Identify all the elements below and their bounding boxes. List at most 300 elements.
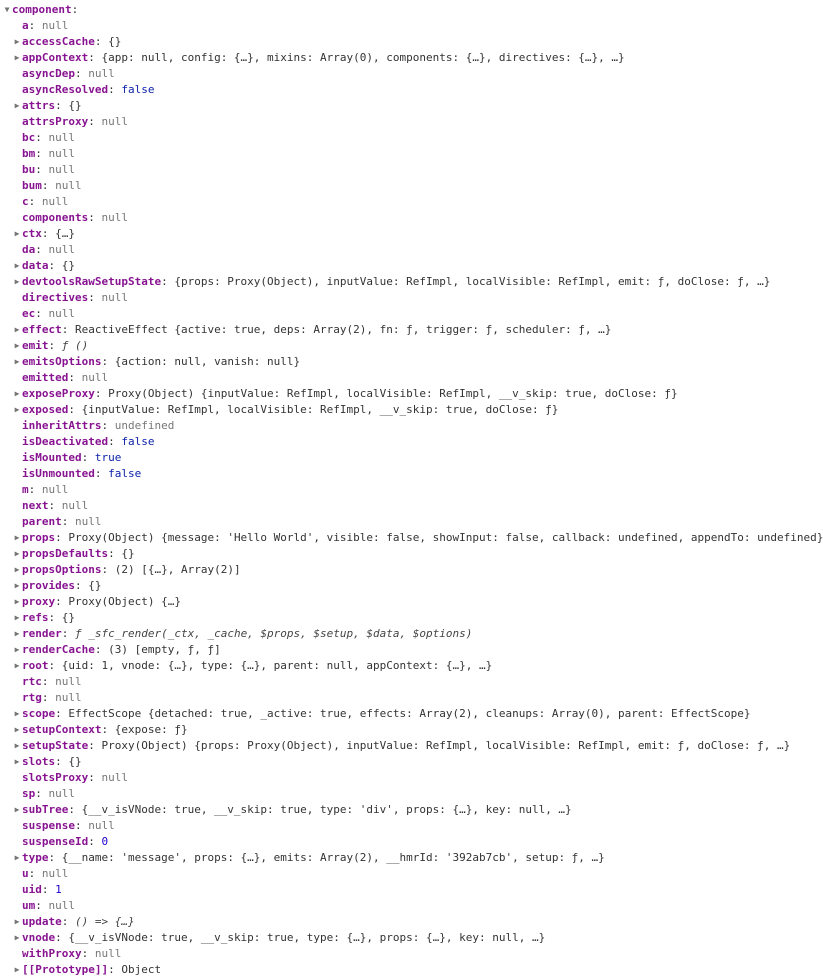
property-row[interactable]: [0, 642, 823, 658]
colon-separator: :: [55, 707, 62, 720]
colon-separator: :: [28, 483, 36, 496]
property-row[interactable]: [0, 418, 823, 434]
property-row[interactable]: [0, 226, 823, 242]
chevron-right-icon[interactable]: [12, 642, 22, 658]
property-row[interactable]: [0, 898, 823, 914]
space: [95, 210, 102, 226]
property-value[interactable]: ƒ (): [61, 339, 89, 352]
chevron-right-icon[interactable]: [12, 274, 22, 290]
property-value[interactable]: null: [55, 691, 82, 704]
chevron-right-icon[interactable]: [12, 738, 22, 754]
colon-separator: :: [55, 931, 62, 944]
property-key: isUnmounted: [22, 467, 95, 480]
chevron-right-icon[interactable]: [12, 722, 22, 738]
chevron-right-icon[interactable]: [12, 850, 22, 866]
space: [35, 482, 42, 498]
property-value[interactable]: Object: [121, 963, 162, 976]
property-value[interactable]: null: [55, 675, 82, 688]
property-value[interactable]: null: [88, 819, 115, 832]
property-row[interactable]: [0, 498, 823, 514]
property-key: setupContext: [22, 723, 102, 736]
property-key: um: [22, 899, 36, 912]
property-row[interactable]: [0, 450, 823, 466]
colon-separator: :: [71, 3, 79, 16]
property-row[interactable]: [0, 146, 823, 162]
property-value[interactable]: null: [101, 291, 128, 304]
property-value[interactable]: {uid: 1, vnode: {…}, type: {…}, parent: null, appContext: {…}, …}: [61, 659, 493, 672]
colon-separator: :: [55, 755, 62, 768]
property-row[interactable]: [0, 402, 823, 418]
space: [68, 514, 75, 530]
space: [42, 162, 49, 178]
property-key: bu: [22, 163, 36, 176]
property-key: components: [22, 211, 89, 224]
property-key: bm: [22, 147, 36, 160]
property-row[interactable]: [0, 466, 823, 482]
space: [55, 610, 62, 626]
colon-separator: :: [74, 819, 82, 832]
property-value[interactable]: null: [94, 947, 122, 960]
property-row[interactable]: [0, 754, 823, 770]
property-value[interactable]: {…}: [55, 227, 75, 240]
space: [82, 578, 89, 594]
colon-separator: :: [94, 643, 102, 656]
property-key: emit: [22, 339, 49, 352]
property-key: slots: [22, 755, 56, 768]
colon-separator: :: [61, 515, 69, 528]
property-row[interactable]: [0, 482, 823, 498]
property-value[interactable]: null: [48, 163, 75, 176]
property-row[interactable]: [0, 850, 823, 866]
property-key: appContext: [22, 51, 89, 64]
space: [88, 946, 95, 962]
property-row[interactable]: [0, 674, 823, 690]
property-row[interactable]: [0, 306, 823, 322]
space: [168, 274, 175, 290]
space: [75, 402, 82, 418]
property-value[interactable]: null: [48, 787, 75, 800]
space: [108, 354, 115, 370]
property-value[interactable]: null: [88, 67, 115, 80]
property-value[interactable]: null: [75, 515, 102, 528]
property-row[interactable]: [0, 162, 823, 178]
colon-separator: :: [94, 35, 102, 48]
property-row[interactable]: [0, 34, 823, 50]
property-value[interactable]: ƒ _sfc_render(_ctx, _cache, $props, $setup, $data, $options): [75, 627, 473, 640]
chevron-right-icon[interactable]: [12, 914, 22, 930]
colon-separator: :: [88, 291, 95, 304]
property-row[interactable]: [0, 578, 823, 594]
property-value[interactable]: {}: [68, 755, 82, 768]
chevron-right-icon[interactable]: [12, 610, 22, 626]
property-value[interactable]: false: [121, 83, 155, 96]
property-value[interactable]: () => {…}: [75, 915, 135, 928]
colon-separator: :: [88, 51, 95, 64]
property-key: renderCache: [22, 643, 95, 656]
space: [49, 882, 56, 898]
property-row[interactable]: [0, 18, 823, 34]
space: [62, 754, 69, 770]
property-row[interactable]: [0, 706, 823, 722]
chevron-right-icon[interactable]: [12, 34, 22, 50]
property-key: inheritAttrs: [22, 419, 102, 432]
colon-separator: :: [101, 563, 109, 576]
property-key: props: [22, 531, 56, 544]
property-value[interactable]: (2) [{…}, Array(2)]: [114, 563, 241, 576]
chevron-right-icon[interactable]: [12, 226, 22, 242]
property-row[interactable]: [0, 562, 823, 578]
property-value[interactable]: null: [48, 307, 75, 320]
property-key: setupState: [22, 739, 89, 752]
colon-separator: :: [48, 851, 56, 864]
property-key: suspense: [22, 819, 75, 832]
property-row[interactable]: [0, 370, 823, 386]
property-value[interactable]: false: [108, 467, 142, 480]
colon-separator: :: [35, 899, 42, 912]
colon-separator: :: [48, 259, 56, 272]
property-key: asyncDep: [22, 67, 75, 80]
property-key: effect: [22, 323, 62, 336]
property-row[interactable]: [0, 130, 823, 146]
colon-separator: :: [88, 835, 95, 848]
property-value[interactable]: null: [41, 195, 69, 208]
space: [62, 98, 69, 114]
property-key: data: [22, 259, 49, 272]
property-row[interactable]: [0, 962, 823, 978]
property-row[interactable]: [0, 882, 823, 898]
colon-separator: :: [35, 243, 42, 256]
property-key: ctx: [22, 227, 42, 240]
property-value[interactable]: null: [101, 211, 128, 224]
property-key: render: [22, 627, 62, 640]
space: [108, 722, 115, 738]
colon-separator: :: [28, 19, 36, 32]
space: [95, 50, 102, 66]
property-value[interactable]: {}: [88, 579, 102, 592]
property-row[interactable]: [0, 50, 823, 66]
property-key: isDeactivated: [22, 435, 109, 448]
space: [75, 802, 82, 818]
space: [62, 706, 69, 722]
property-value[interactable]: {action: null, vanish: null}: [114, 355, 301, 368]
property-key: subTree: [22, 803, 69, 816]
property-value[interactable]: null: [48, 243, 75, 256]
property-key: uid: [22, 883, 42, 896]
colon-separator: :: [48, 659, 56, 672]
property-row[interactable]: [0, 178, 823, 194]
colon-separator: :: [108, 83, 115, 96]
colon-separator: :: [48, 611, 56, 624]
colon-separator: :: [108, 547, 115, 560]
property-key: vnode: [22, 931, 56, 944]
property-row[interactable]: [0, 258, 823, 274]
colon-separator: :: [88, 115, 95, 128]
property-value[interactable]: Proxy(Object) {message: 'Hello World', visible: false, showInput: false, callback: undefined, appendTo: undefined}: [68, 531, 823, 544]
property-row[interactable]: [0, 818, 823, 834]
property-key: type: [22, 851, 49, 864]
property-value[interactable]: 1: [55, 883, 62, 896]
property-value[interactable]: 0: [101, 835, 109, 848]
property-row[interactable]: [0, 802, 823, 818]
space: [55, 338, 62, 354]
colon-separator: :: [61, 323, 69, 336]
property-row[interactable]: [0, 658, 823, 674]
property-value[interactable]: null: [48, 899, 75, 912]
property-value[interactable]: {}: [108, 35, 122, 48]
property-value[interactable]: EffectScope {detached: true, _active: true, effects: Array(2), cleanups: Array(0), parent: EffectScope}: [68, 707, 751, 720]
property-key: slotsProxy: [22, 771, 89, 784]
colon-separator: :: [101, 419, 109, 432]
chevron-right-icon[interactable]: [12, 930, 22, 946]
property-key: isMounted: [22, 451, 82, 464]
space: [101, 642, 108, 658]
colon-separator: :: [68, 403, 75, 416]
property-key: ec: [22, 307, 36, 320]
property-value[interactable]: {__v_isVNode: true, __v_skip: true, type: {…}, props: {…}, key: null, …}: [68, 931, 546, 944]
property-key: rtc: [22, 675, 42, 688]
colon-separator: :: [41, 227, 49, 240]
space: [35, 866, 42, 882]
space: [62, 530, 69, 546]
space: [82, 66, 89, 82]
colon-separator: :: [161, 275, 168, 288]
property-value[interactable]: (3) [empty, ƒ, ƒ]: [108, 643, 221, 656]
property-row[interactable]: [0, 514, 823, 530]
property-key: update: [22, 915, 62, 928]
property-row[interactable]: [0, 274, 823, 290]
space: [68, 914, 75, 930]
colon-separator: :: [81, 947, 89, 960]
chevron-right-icon[interactable]: [12, 658, 22, 674]
colon-separator: :: [101, 355, 109, 368]
property-key: emitsOptions: [22, 355, 102, 368]
property-row[interactable]: [0, 290, 823, 306]
property-value[interactable]: true: [94, 451, 122, 464]
property-value[interactable]: {}: [68, 99, 82, 112]
property-row[interactable]: [0, 626, 823, 642]
colon-separator: :: [55, 531, 62, 544]
space: [95, 114, 102, 130]
property-row[interactable]: [0, 114, 823, 130]
property-key: sp: [22, 787, 36, 800]
space: [115, 434, 122, 450]
property-row[interactable]: [0, 338, 823, 354]
property-value[interactable]: null: [48, 147, 75, 160]
space: [55, 258, 62, 274]
property-value[interactable]: null: [41, 19, 69, 32]
chevron-right-icon[interactable]: [12, 530, 22, 546]
property-value[interactable]: undefined: [114, 419, 175, 432]
property-key: scope: [22, 707, 56, 720]
property-row[interactable]: [0, 66, 823, 82]
property-row[interactable]: [0, 738, 823, 754]
property-rows: [0, 18, 823, 978]
space: [95, 834, 102, 850]
property-key: accessCache: [22, 35, 95, 48]
property-key: emitted: [22, 371, 69, 384]
property-row[interactable]: [0, 386, 823, 402]
colon-separator: :: [35, 787, 42, 800]
space: [95, 290, 102, 306]
property-value[interactable]: Proxy(Object) {inputValue: RefImpl, localVisible: RefImpl, __v_skip: true, doClose: ƒ}: [108, 387, 678, 400]
colon-separator: :: [94, 387, 102, 400]
colon-separator: :: [41, 691, 49, 704]
property-key: u: [22, 867, 29, 880]
property-value[interactable]: null: [41, 867, 69, 880]
chevron-right-icon[interactable]: [12, 802, 22, 818]
space: [49, 178, 56, 194]
colon-separator: :: [28, 195, 36, 208]
property-key: rtg: [22, 691, 42, 704]
property-key: da: [22, 243, 36, 256]
space: [42, 130, 49, 146]
property-row[interactable]: [0, 914, 823, 930]
property-row[interactable]: [0, 194, 823, 210]
space: [35, 18, 42, 34]
property-key: proxy: [22, 595, 56, 608]
property-key: propsDefaults: [22, 547, 109, 560]
colon-separator: :: [35, 147, 42, 160]
property-key: asyncResolved: [22, 83, 109, 96]
space: [68, 322, 75, 338]
colon-separator: :: [35, 131, 42, 144]
property-value[interactable]: ReactiveEffect {active: true, deps: Array(2), fn: ƒ, trigger: ƒ, scheduler: ƒ, …}: [75, 323, 612, 336]
property-value[interactable]: Proxy(Object) {…}: [68, 595, 181, 608]
property-key: suspenseId: [22, 835, 89, 848]
chevron-right-icon[interactable]: [12, 386, 22, 402]
chevron-right-icon[interactable]: [12, 754, 22, 770]
property-value[interactable]: null: [48, 131, 75, 144]
property-value[interactable]: null: [41, 483, 69, 496]
chevron-right-icon[interactable]: [12, 546, 22, 562]
space: [42, 898, 49, 914]
space: [55, 850, 62, 866]
space: [49, 226, 56, 242]
property-key: exposeProxy: [22, 387, 95, 400]
property-key: exposed: [22, 403, 69, 416]
property-row[interactable]: [0, 866, 823, 882]
property-value[interactable]: {}: [61, 611, 75, 624]
property-value[interactable]: null: [81, 371, 109, 384]
property-row[interactable]: [0, 930, 823, 946]
property-value[interactable]: Proxy(Object) {props: Proxy(Object), inputValue: RefImpl, localVisible: RefImpl, emit: ƒ, doClose: ƒ, …}: [101, 739, 791, 752]
chevron-right-icon[interactable]: [12, 562, 22, 578]
property-row[interactable]: [0, 786, 823, 802]
colon-separator: :: [48, 339, 56, 352]
property-value[interactable]: null: [101, 115, 128, 128]
chevron-right-icon[interactable]: [12, 338, 22, 354]
property-value[interactable]: {__v_isVNode: true, __v_skip: true, type: 'div', props: {…}, key: null, …}: [81, 803, 572, 816]
space: [42, 306, 49, 322]
property-key: refs: [22, 611, 49, 624]
colon-separator: :: [41, 179, 49, 192]
colon-separator: :: [88, 211, 95, 224]
space: [101, 386, 108, 402]
chevron-right-icon[interactable]: [12, 402, 22, 418]
colon-separator: :: [74, 67, 82, 80]
colon-separator: :: [41, 883, 49, 896]
property-value[interactable]: {props: Proxy(Object), inputValue: RefImpl, localVisible: RefImpl, emit: ƒ, doClose: ƒ, …}: [174, 275, 771, 288]
chevron-right-icon[interactable]: [12, 322, 22, 338]
property-key: withProxy: [22, 947, 82, 960]
space: [55, 498, 62, 514]
property-row[interactable]: [0, 210, 823, 226]
space: [62, 594, 69, 610]
space: [42, 786, 49, 802]
colon-separator: :: [68, 371, 75, 384]
property-row[interactable]: [0, 354, 823, 370]
space: [95, 738, 102, 754]
property-row[interactable]: [0, 322, 823, 338]
property-row[interactable]: [0, 610, 823, 626]
property-row[interactable]: [0, 242, 823, 258]
colon-separator: :: [108, 963, 115, 976]
space: [101, 466, 108, 482]
space: [62, 930, 69, 946]
space: [108, 562, 115, 578]
property-key: bum: [22, 179, 42, 192]
chevron-right-icon[interactable]: [12, 258, 22, 274]
property-row[interactable]: [0, 98, 823, 114]
property-value[interactable]: false: [121, 435, 155, 448]
space: [115, 962, 122, 978]
property-row[interactable]: [0, 770, 823, 786]
chevron-right-icon[interactable]: [12, 962, 22, 978]
property-row[interactable]: [0, 722, 823, 738]
property-row[interactable]: [0, 530, 823, 546]
property-value[interactable]: null: [101, 771, 128, 784]
property-value[interactable]: null: [55, 179, 82, 192]
colon-separator: :: [28, 867, 36, 880]
chevron-down-icon[interactable]: [2, 2, 12, 18]
chevron-right-icon[interactable]: [12, 354, 22, 370]
colon-separator: :: [88, 771, 95, 784]
property-key: c: [22, 195, 29, 208]
property-value[interactable]: {__name: 'message', props: {…}, emits: Array(2), __hmrId: '392ab7cb', setup: ƒ, …}: [61, 851, 605, 864]
space: [42, 146, 49, 162]
property-value[interactable]: {expose: ƒ}: [114, 723, 188, 736]
property-row[interactable]: [0, 434, 823, 450]
property-value[interactable]: {}: [121, 547, 135, 560]
property-row[interactable]: [0, 690, 823, 706]
property-row[interactable]: [0, 82, 823, 98]
chevron-right-icon[interactable]: [12, 98, 22, 114]
property-value[interactable]: {app: null, config: {…}, mixins: Array(0), components: {…}, directives: {…}, …}: [101, 51, 625, 64]
property-row[interactable]: [0, 594, 823, 610]
property-key: directives: [22, 291, 89, 304]
property-row[interactable]: [0, 946, 823, 962]
chevron-right-icon[interactable]: [12, 706, 22, 722]
property-value[interactable]: {}: [61, 259, 75, 272]
chevron-right-icon[interactable]: [12, 626, 22, 642]
property-row[interactable]: [0, 834, 823, 850]
root-object-row[interactable]: [0, 2, 823, 18]
colon-separator: :: [88, 739, 95, 752]
property-key: next: [22, 499, 49, 512]
property-key: attrs: [22, 99, 56, 112]
colon-separator: :: [68, 803, 75, 816]
space: [49, 690, 56, 706]
chevron-right-icon[interactable]: [12, 594, 22, 610]
property-value[interactable]: null: [61, 499, 89, 512]
property-value[interactable]: {inputValue: RefImpl, localVisible: RefImpl, __v_skip: true, doClose: ƒ}: [81, 403, 559, 416]
chevron-right-icon[interactable]: [12, 578, 22, 594]
space: [82, 818, 89, 834]
property-row[interactable]: [0, 546, 823, 562]
space: [115, 82, 122, 98]
colon-separator: :: [81, 451, 89, 464]
chevron-right-icon[interactable]: [12, 50, 22, 66]
